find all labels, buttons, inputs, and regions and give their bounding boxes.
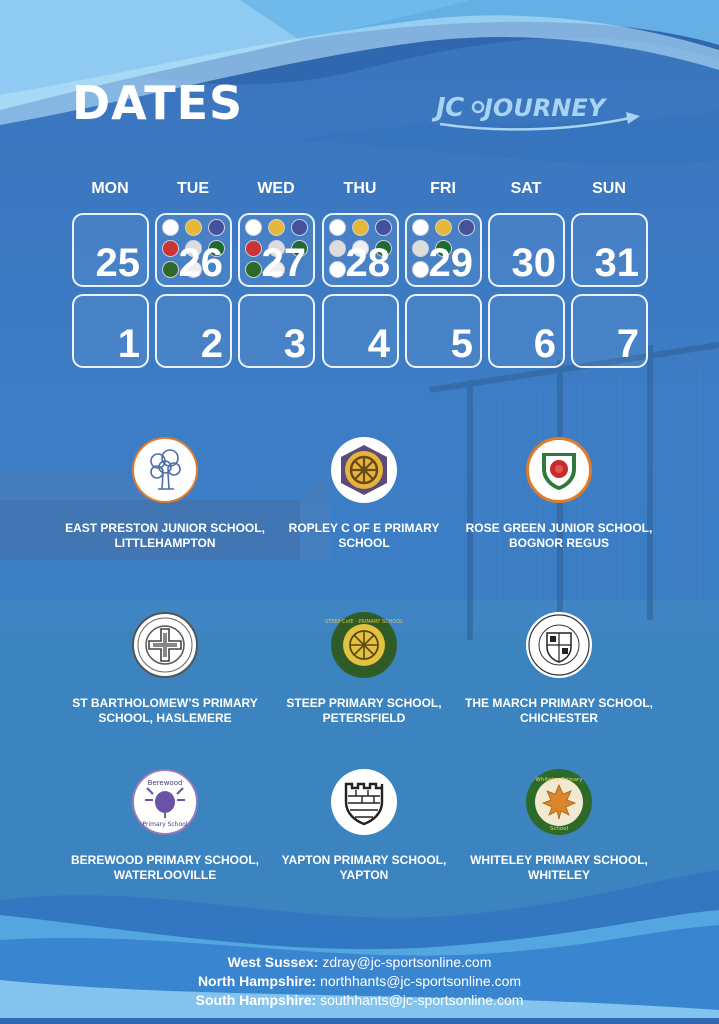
school-card [264, 769, 464, 883]
date-cell [405, 294, 482, 368]
contact-region: North Hampshire: [197, 973, 317, 989]
school-card [459, 437, 659, 551]
contact-region: South Hampshire: [195, 992, 317, 1008]
day-header-sat: SAT [510, 180, 542, 197]
steep-crest-icon [325, 612, 403, 678]
date-cell [238, 294, 315, 368]
school-card [459, 612, 659, 726]
contact-region: West Sussex: [227, 954, 319, 970]
date-cell [322, 294, 399, 368]
contact-email[interactable]: southhants@jc-sportsonline.com [320, 992, 524, 1008]
rose-shield-icon [162, 240, 179, 257]
castle-shield-icon [331, 769, 397, 835]
school-name: ROPLEY C OF E PRIMARY SCHOOL [288, 521, 440, 550]
date-cell [488, 294, 565, 368]
school-name: ROSE GREEN JUNIOR SCHOOL, BOGNOR REGUS [465, 521, 653, 550]
date-cell [72, 294, 149, 368]
day-header-fri: FRI [430, 180, 456, 197]
date-cell [155, 294, 232, 368]
day-header-tue: TUE [177, 180, 209, 197]
date-number: 29 [428, 241, 473, 285]
date-cell [571, 294, 648, 368]
school-card [65, 769, 265, 883]
wheel-crest-icon [185, 219, 202, 236]
jc-journey-logo [434, 88, 648, 134]
contact-line-south-hampshire [0, 992, 719, 1008]
school-name: YAPTON PRIMARY SCHOOL, YAPTON [281, 853, 447, 882]
contact-email[interactable]: zdray@jc-sportsonline.com [322, 954, 492, 970]
date-number: 27 [261, 241, 306, 285]
tree-crest-icon [132, 437, 198, 503]
wheel-crest-icon [268, 219, 285, 236]
date-number: 7 [616, 322, 639, 366]
date-number: 26 [178, 241, 223, 285]
leaf-crest-icon [526, 769, 592, 835]
date-number: 31 [594, 241, 639, 285]
badge-text-whiteley-bottom: School [549, 826, 569, 832]
march-crest-icon [526, 612, 592, 678]
tree-crest-icon [329, 219, 346, 236]
date-number: 30 [511, 241, 556, 285]
steep-crest-icon [245, 261, 262, 278]
cross-crest-icon [132, 612, 198, 678]
contact-line-west-sussex [0, 954, 719, 970]
school-card [65, 437, 265, 551]
thistle-crest-icon [132, 769, 198, 835]
rose-shield-icon [245, 240, 262, 257]
thistle-crest-icon [291, 219, 308, 236]
rose-shield-icon [526, 437, 592, 503]
school-card [264, 437, 464, 551]
cross-crest-icon [329, 240, 346, 257]
date-cell-with-schools [405, 213, 482, 287]
school-name: THE MARCH PRIMARY SCHOOL, CHICHESTER [464, 696, 653, 725]
date-number: 5 [450, 322, 473, 366]
date-cell [571, 213, 648, 287]
school-name: BEREWOOD PRIMARY SCHOOL, WATERLOOVILLE [70, 853, 259, 882]
cross-crest-icon [412, 240, 429, 257]
contact-line-north-hampshire [0, 973, 719, 989]
tree-crest-icon [412, 219, 429, 236]
school-card [459, 769, 659, 883]
thistle-crest-icon [458, 219, 475, 236]
wheel-crest-icon [435, 219, 452, 236]
day-header-sun: SUN [592, 180, 626, 197]
badge-text-berewood-top: Berewood [147, 779, 183, 787]
date-cell-with-schools [322, 213, 399, 287]
steep-crest-icon [162, 261, 179, 278]
date-number: 1 [117, 322, 140, 366]
thistle-crest-icon [375, 219, 392, 236]
tree-crest-icon [162, 219, 179, 236]
date-number: 25 [95, 241, 140, 285]
svg-text:JOURNEY: JOURNEY [484, 94, 606, 122]
school-card [65, 612, 265, 726]
thistle-crest-icon [208, 219, 225, 236]
contact-email[interactable]: northhants@jc-sportsonline.com [320, 973, 522, 989]
castle-shield-icon [329, 261, 346, 278]
badge-text-steep: STEEP CofE · PRIMARY SCHOOL [325, 619, 403, 625]
date-cell-with-schools [238, 213, 315, 287]
school-name: EAST PRESTON JUNIOR SCHOOL, LITTLEHAMPTON [65, 521, 265, 550]
day-header-mon: MON [91, 180, 129, 197]
date-cell [72, 213, 149, 287]
date-number: 3 [283, 322, 306, 366]
wheel-crest-icon [352, 219, 369, 236]
date-cell [488, 213, 565, 287]
day-header-thu: THU [343, 180, 377, 197]
date-number: 28 [345, 241, 390, 285]
wheel-crest-icon [331, 437, 397, 503]
badge-text-berewood-bottom: Primary School [142, 821, 188, 828]
date-cell-with-schools [155, 213, 232, 287]
svg-text:JC: JC [436, 93, 464, 123]
badge-text-whiteley-top: Whiteley Primary [535, 777, 583, 783]
page-title: DATES [72, 76, 244, 130]
tree-crest-icon [245, 219, 262, 236]
school-card [264, 612, 464, 726]
school-name: STEEP PRIMARY SCHOOL, PETERSFIELD [286, 696, 442, 725]
date-number: 2 [200, 322, 223, 366]
school-name: ST BARTHOLOMEW’S PRIMARY SCHOOL, HASLEMERE [72, 696, 258, 725]
day-header-wed: WED [257, 180, 295, 197]
date-number: 6 [533, 322, 556, 366]
date-number: 4 [367, 322, 390, 366]
castle-shield-icon [412, 261, 429, 278]
school-name: WHITELEY PRIMARY SCHOOL, WHITELEY [470, 853, 648, 882]
